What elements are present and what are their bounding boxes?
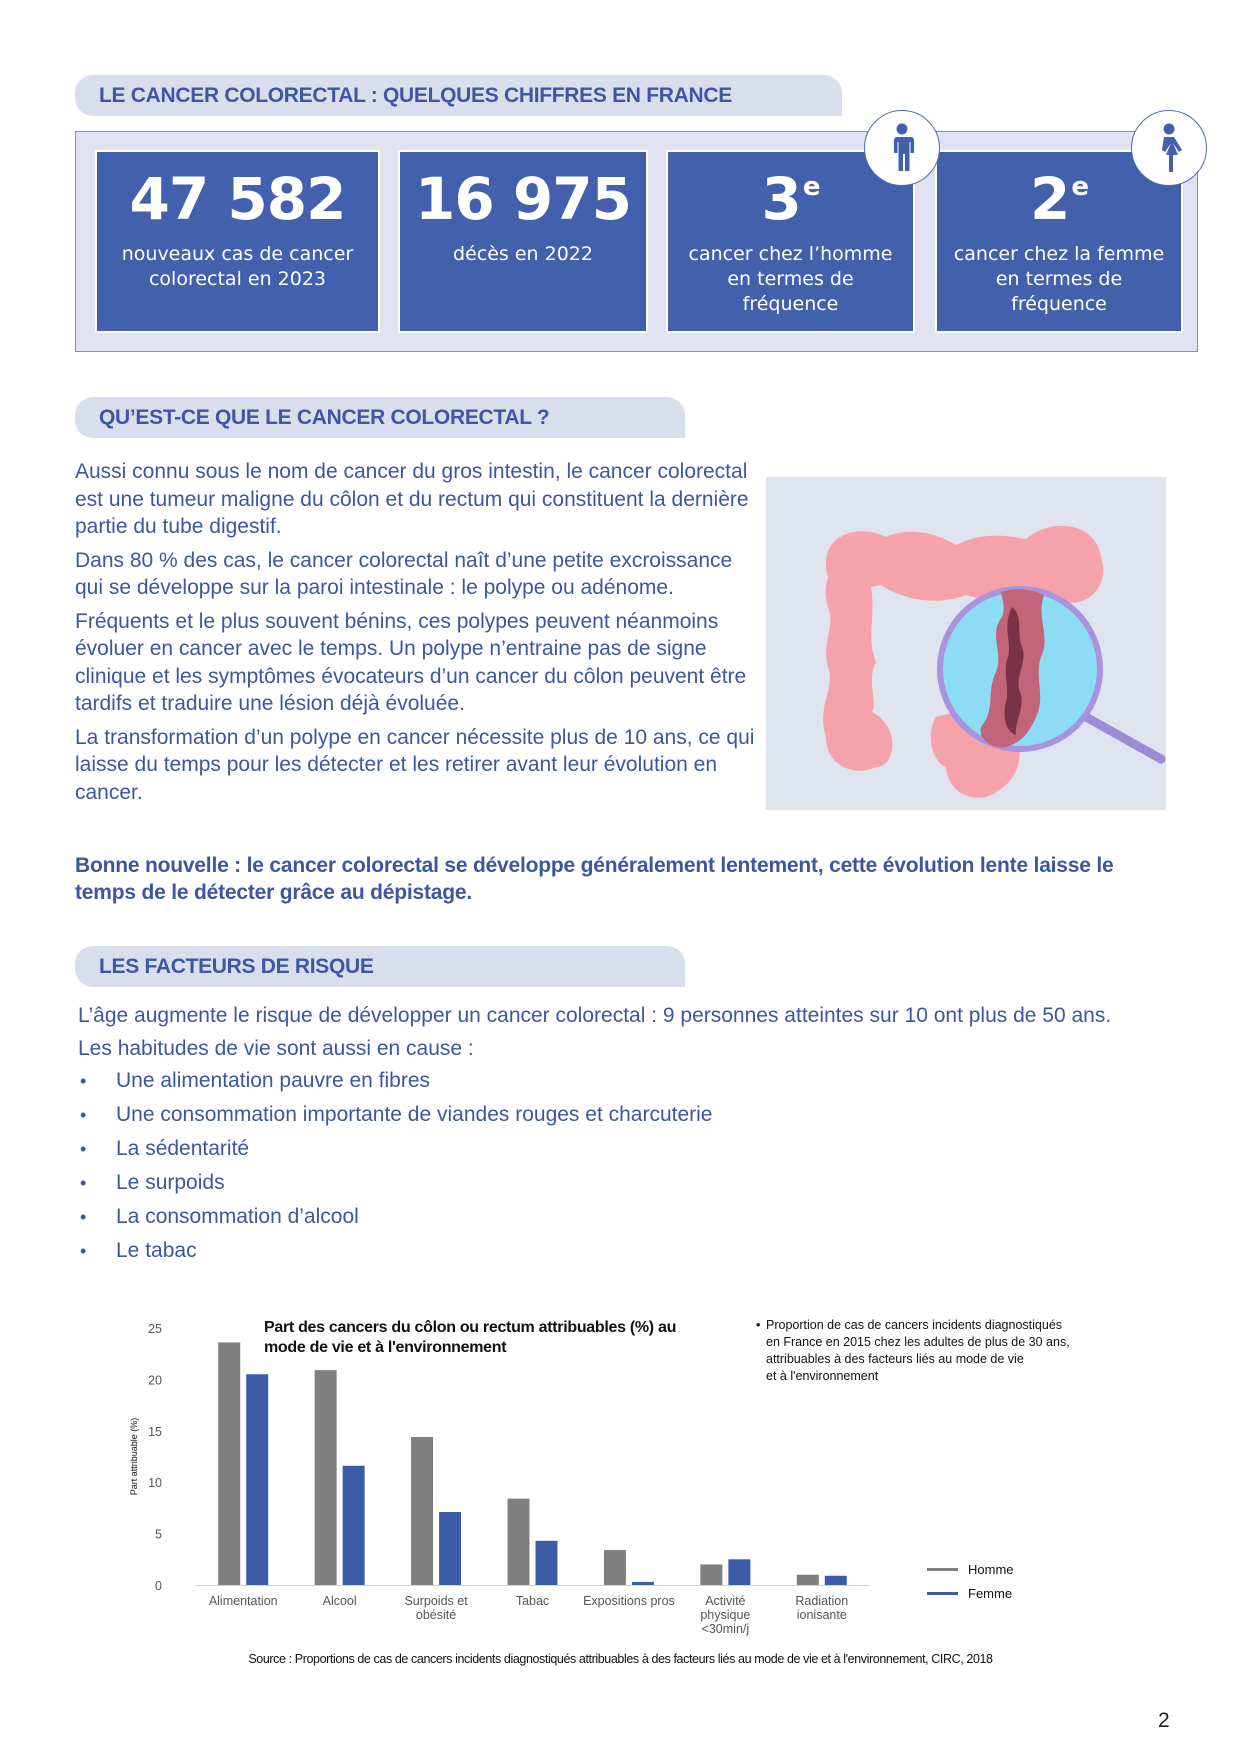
- section-header-risk-factors: [75, 946, 685, 987]
- paragraph: Aussi connu sous le nom de cancer du gros intestin, le cancer colorectal est une tumeur maligne du côlon et du rectum qui constituent la dernière partie du tube digestif.: [75, 460, 749, 538]
- paragraph: Dans 80 % des cas, le cancer colorectal naît d’une petite excroissance qui se développe sur la paroi intestinale : le polype ou adénome.: [75, 548, 733, 599]
- list-item-label: La sédentarité: [116, 1137, 250, 1160]
- legend-femme: [927, 1586, 1012, 1601]
- bullet-icon: •: [80, 1139, 87, 1159]
- man-icon: [887, 123, 917, 173]
- y-tick-label: 25: [148, 1322, 162, 1336]
- definition-text: [75, 458, 755, 812]
- note-bullet: •: [756, 1318, 761, 1332]
- stat-label: nouveaux cas de cancer colorectal en 2023: [121, 243, 354, 290]
- legend-label: Femme: [968, 1586, 1013, 1601]
- note-line: attribuables à des facteurs liés au mode de vie: [766, 1352, 1024, 1366]
- chart-source: Source : Proportions de cas de cancers incidents diagnostiqués attribuables à des facteurs liés au mode de vie et à l'environnement, CIRC, 2018: [248, 1652, 993, 1666]
- risk-list: [78, 1067, 1178, 1271]
- section-header-definition: [75, 397, 685, 438]
- y-tick-label: 20: [148, 1373, 162, 1388]
- section-header-chiffres: [75, 75, 842, 116]
- note-line: et à l'environnement: [766, 1369, 879, 1383]
- list-item: [78, 1203, 1178, 1237]
- bullet-icon: •: [80, 1173, 87, 1193]
- bar-homme: [700, 1564, 722, 1585]
- x-tick-label: Expositions pros: [583, 1594, 675, 1608]
- colon-illustration: [766, 477, 1166, 810]
- stat-label: décès en 2022: [453, 243, 593, 265]
- colon-magnifier-illustration-icon: [766, 477, 1166, 810]
- woman-icon-badge: [1131, 110, 1207, 186]
- risk-factors: [78, 1002, 1178, 1271]
- bullet-icon: •: [80, 1241, 87, 1261]
- man-icon-badge: [864, 110, 940, 186]
- chart-note: [756, 1317, 1116, 1385]
- legend-homme: [927, 1562, 1014, 1577]
- list-item: [78, 1169, 1178, 1203]
- bar-femme: [246, 1374, 268, 1585]
- list-item-label: Le tabac: [116, 1239, 197, 1262]
- bar-homme: [411, 1437, 433, 1585]
- bar-homme: [797, 1575, 819, 1585]
- x-tick-label: Surpoids et: [404, 1594, 468, 1608]
- bullet-icon: •: [80, 1105, 87, 1125]
- bar-femme: [728, 1559, 750, 1585]
- stat-new-cases: [95, 150, 380, 333]
- page-number: 2: [1158, 1709, 1170, 1732]
- y-tick-label: 10: [148, 1476, 162, 1491]
- stat-value: 47 582: [129, 165, 346, 233]
- list-item: [78, 1067, 1178, 1101]
- stat-value: 2e: [1030, 165, 1088, 233]
- woman-icon: [1152, 123, 1186, 173]
- y-tick-label: 5: [155, 1527, 162, 1542]
- stat-deaths: [398, 150, 648, 333]
- stat-label: cancer chez la femme en termes de fréquence: [953, 243, 1165, 315]
- legend-swatch-femme: [927, 1592, 958, 1595]
- y-tick-label: 15: [148, 1424, 162, 1439]
- stat-value: 3e: [761, 165, 820, 233]
- list-item-label: La consommation d’alcool: [116, 1205, 359, 1228]
- bar-homme: [315, 1370, 337, 1585]
- list-item-label: Une alimentation pauvre en fibres: [116, 1069, 431, 1092]
- section-title: LE CANCER COLORECTAL : QUELQUES CHIFFRES EN FRANCE: [99, 83, 732, 107]
- x-tick-label: Alimentation: [208, 1594, 278, 1608]
- list-item-label: Le surpoids: [116, 1171, 225, 1194]
- note-line: Proportion de cas de cancers incidents diagnostiqués: [766, 1318, 1063, 1332]
- bar-femme: [632, 1582, 654, 1585]
- x-tick-label: obésité: [415, 1608, 457, 1622]
- section-title: LES FACTEURS DE RISQUE: [99, 954, 374, 978]
- y-tick-label: 0: [155, 1579, 162, 1593]
- stat-label: cancer chez l’homme en termes de fréquence: [688, 243, 893, 315]
- paragraph: Fréquents et le plus souvent bénins, ces polypes peuvent néanmoins évoluer en cancer avec le temps. Un polype n’entraine pas de signe clinique et les symptômes évocateurs d’un cancer du côlon peuvent être tardifs et traduire une lésion déjà évoluée.: [75, 609, 747, 715]
- x-tick-label: physique: [700, 1608, 751, 1622]
- section-title: QU’EST-CE QUE LE CANCER COLORECTAL ?: [99, 405, 550, 429]
- legend-label: Homme: [968, 1562, 1014, 1577]
- x-tick-label: ionisante: [796, 1608, 847, 1622]
- bullet-icon: •: [80, 1071, 87, 1091]
- bar-femme: [536, 1541, 558, 1585]
- highlight-text: Bonne nouvelle : le cancer colorectal se développe généralement lentement, cette évolution lente laisse le temps de le détecter grâce au dépistage.: [75, 854, 1114, 904]
- bullet-icon: •: [80, 1207, 87, 1227]
- list-item-label: Une consommation importante de viandes rouges et charcuterie: [116, 1103, 713, 1126]
- risk-lead: Les habitudes de vie sont aussi en cause :: [78, 1037, 474, 1060]
- list-item: [78, 1101, 1178, 1135]
- bar-homme: [508, 1499, 530, 1585]
- y-axis-label: Part attribuable (%): [129, 1417, 139, 1496]
- chart-title: Part des cancers du côlon ou rectum attribuables (%) au mode de vie et à l'environnement: [264, 1319, 677, 1356]
- x-tick-label: Alcool: [322, 1594, 357, 1608]
- bar-homme: [218, 1342, 240, 1585]
- x-tick-label: Activité: [705, 1594, 746, 1608]
- x-tick-label: Radiation: [795, 1594, 849, 1608]
- list-item: [78, 1237, 1178, 1271]
- bar-femme: [825, 1576, 847, 1585]
- list-item: [78, 1135, 1178, 1169]
- legend-swatch-homme: [927, 1568, 958, 1571]
- risk-intro: L’âge augmente le risque de développer un cancer colorectal : 9 personnes atteintes sur 10 ont plus de 50 ans.: [78, 1004, 1112, 1027]
- bar-femme: [343, 1466, 365, 1585]
- stat-value: 16 975: [415, 165, 631, 233]
- bar-homme: [604, 1550, 626, 1585]
- x-tick-label: <30min/j: [701, 1622, 750, 1636]
- x-tick-label: Tabac: [515, 1594, 550, 1608]
- note-line: en France en 2015 chez les adultes de plus de 30 ans,: [766, 1335, 1070, 1349]
- paragraph: La transformation d’un polype en cancer nécessite plus de 10 ans, ce qui laisse du temps pour les détecter et les retirer avant leur évolution en cancer.: [75, 725, 755, 804]
- bar-femme: [439, 1512, 461, 1585]
